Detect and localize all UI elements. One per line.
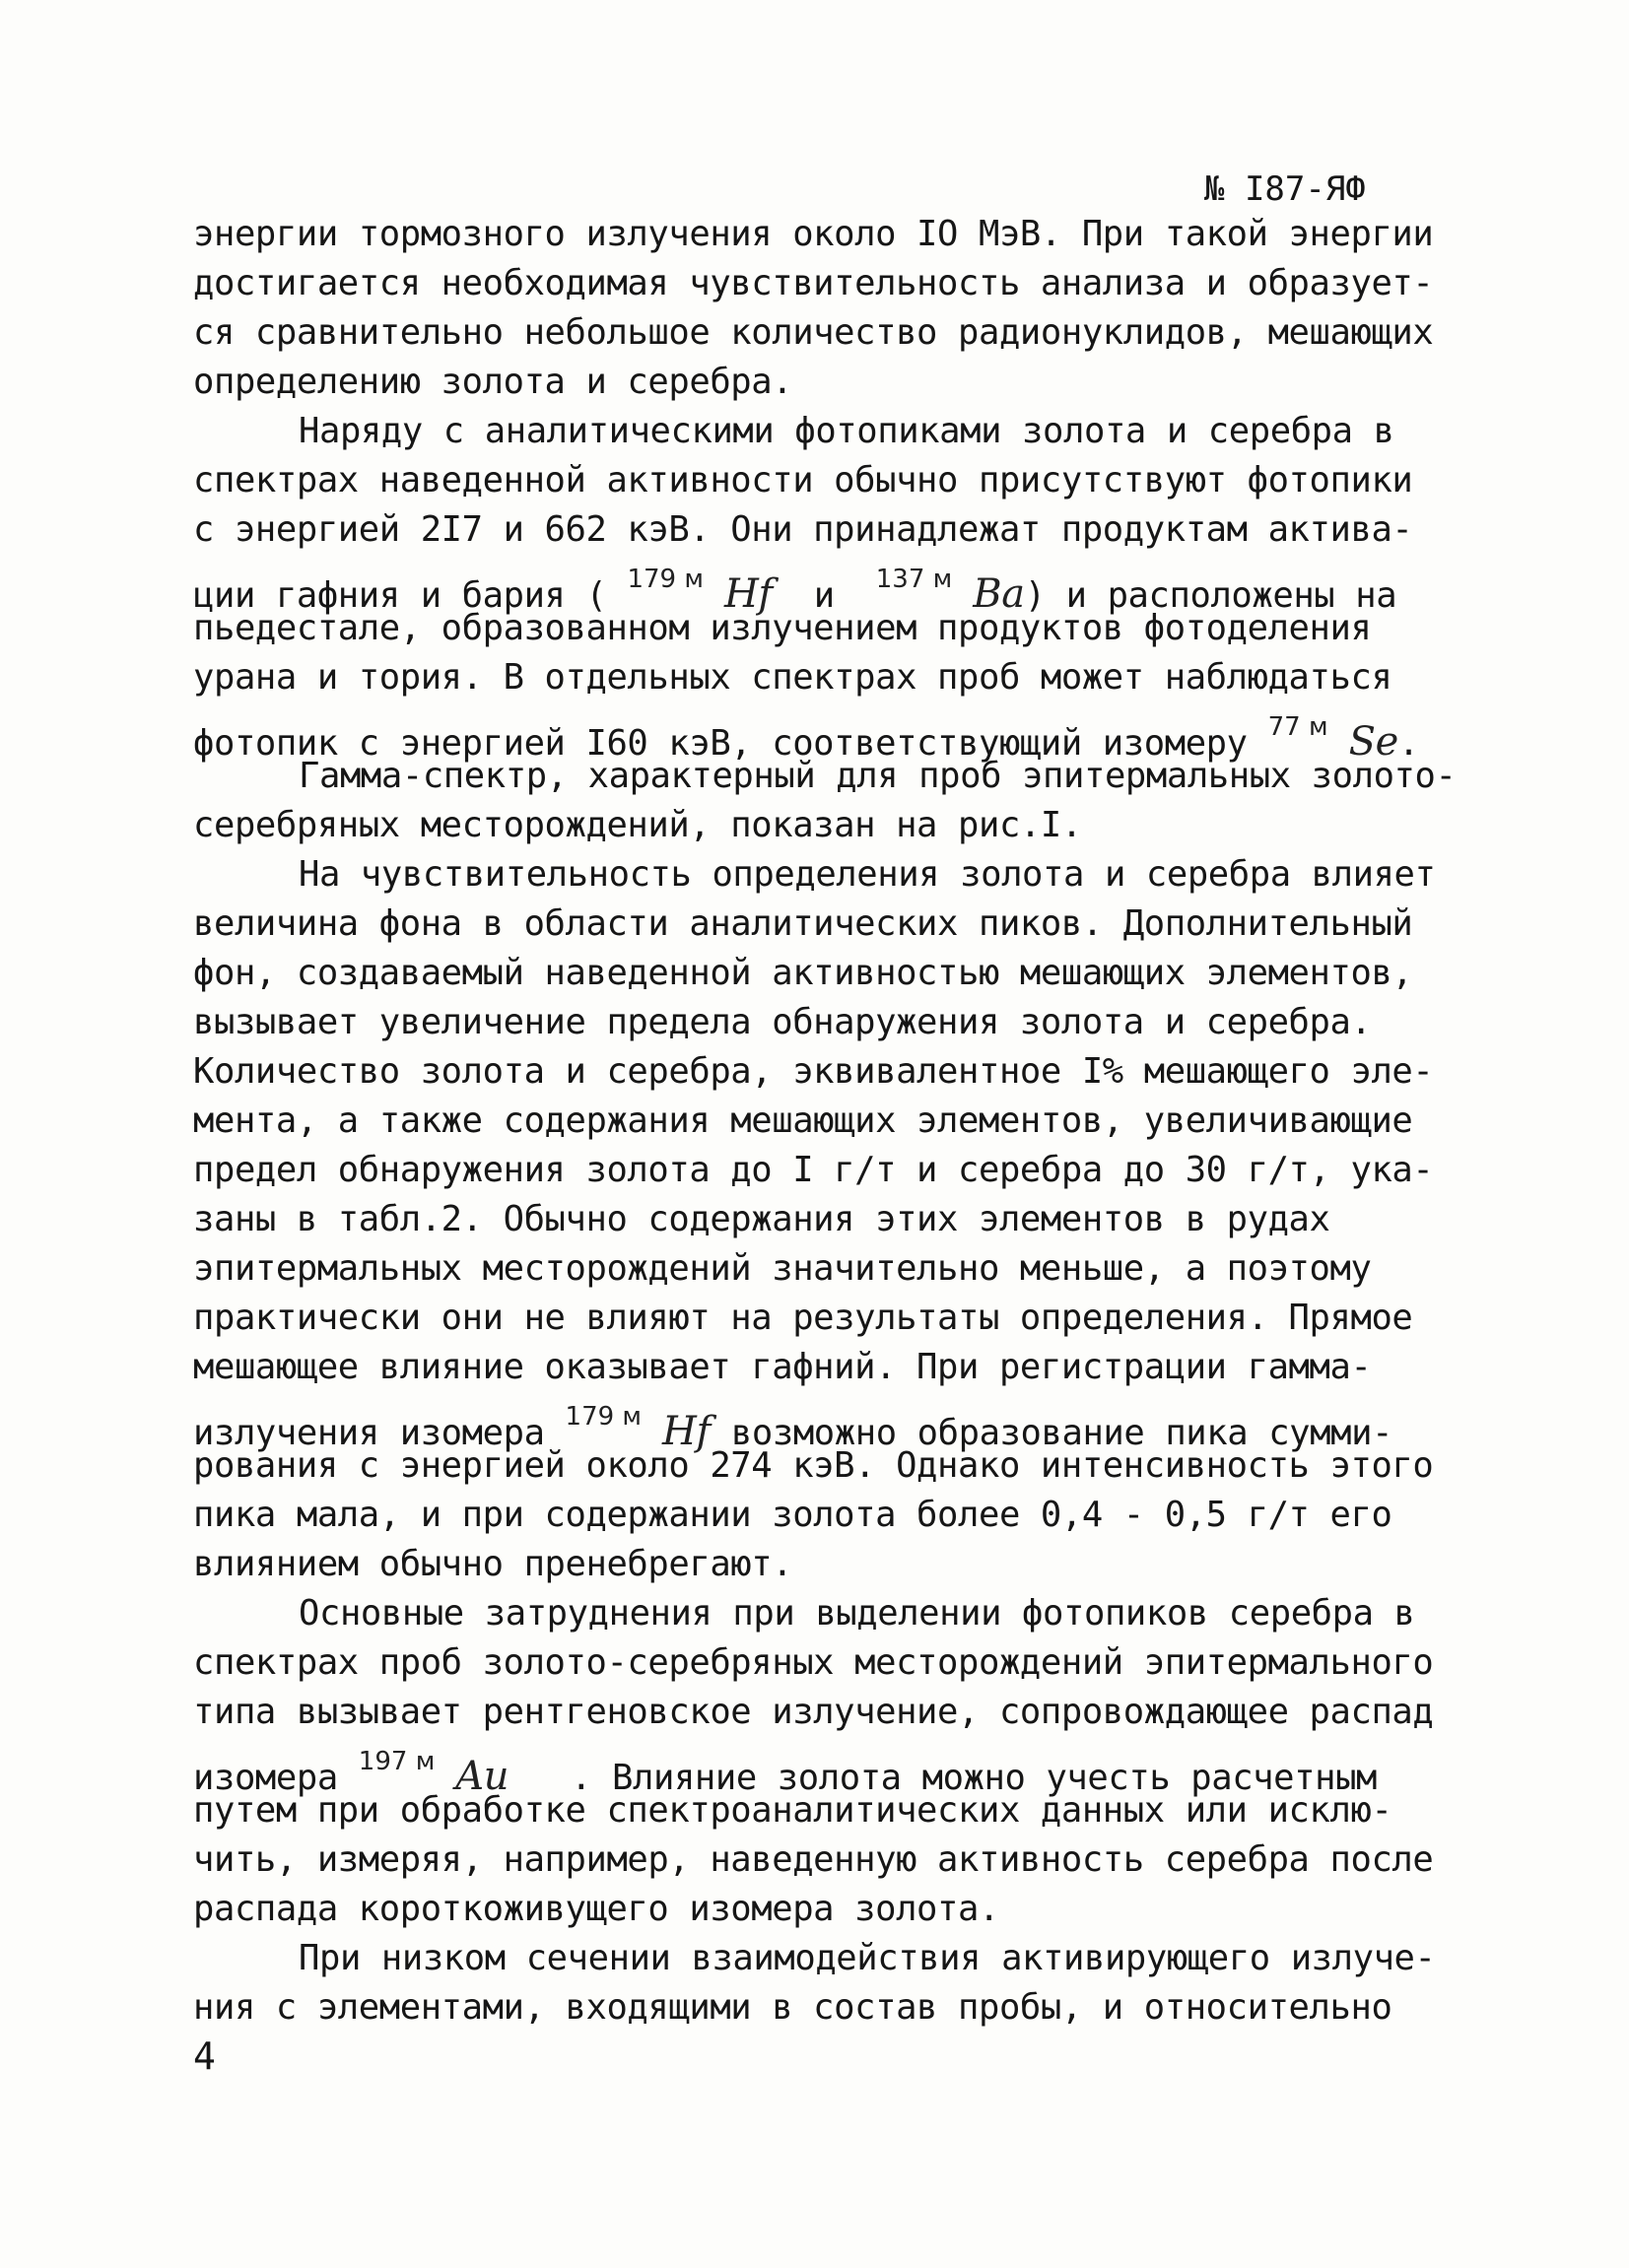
text-line: чить, измеряя, например, наведенную активность серебра после: [193, 1839, 1434, 1880]
isotope-symbol-au: Au: [455, 1754, 509, 1799]
isotope-symbol-se: Se: [1348, 719, 1398, 765]
text-line: определению золота и серебра.: [193, 362, 793, 402]
text-fragment: изомера: [193, 1758, 338, 1798]
text-line: предел обнаружения золота до I г/т и серебра до 30 г/т, ука-: [193, 1150, 1434, 1190]
text-line: путем при обработке спектроаналитических данных или исклю-: [193, 1790, 1392, 1831]
text-fragment: фотопик с энергией I60 кэВ, соответствующий изомеру: [193, 723, 1248, 764]
text-line: Наряду с аналитическими фотопиками золота и серебра в: [299, 411, 1394, 451]
text-line: рования с энергией около 274 кэВ. Однако интенсивность этого: [193, 1445, 1434, 1486]
isotope-symbol-ba: Ba: [973, 571, 1025, 617]
text-line: мешающее влияние оказывает гафний. При регистрации гамма-: [193, 1347, 1372, 1387]
text-line: мента, а также содержания мешающих элементов, увеличивающие: [193, 1101, 1413, 1141]
isotope-symbol-hf: Hf: [723, 571, 773, 617]
text-line: Основные затруднения при выделении фотопиков серебра в: [299, 1593, 1415, 1634]
isotope-symbol-hf: Hf: [662, 1409, 711, 1454]
text-line: пьедестале, образованном излучением продуктов фотоделения: [193, 608, 1372, 648]
text-line: достигается необходимая чувствительность анализа и образует-: [193, 263, 1434, 303]
text-line-isotopes: фотопик с энергией I60 кэВ, соответствующий изомеру $^{77 м}$ Se.: [193, 712, 1419, 765]
text-line: вызывает увеличение предела обнаружения золота и серебра.: [193, 1002, 1372, 1042]
text-line: заны в табл.2. Обычно содержания этих элементов в рудах: [193, 1199, 1330, 1239]
text-fragment: и: [813, 575, 835, 616]
text-line: На чувствительность определения золота и серебра влияет: [299, 854, 1436, 895]
page-number: 4: [193, 2035, 216, 2078]
text-line: влиянием обычно пренебрегают.: [193, 1544, 793, 1584]
text-line: спектрах проб золото-серебряных месторождений эпитермального: [193, 1642, 1434, 1683]
text-fragment: ) и расположены на: [1024, 575, 1397, 616]
text-line: величина фона в области аналитических пиков. Дополнительный: [193, 903, 1413, 944]
text-line: фон, создаваемый наведенной активностью мешающих элементов,: [193, 953, 1413, 993]
text-line: энергии тормозного излучения около IO МэВ. При такой энергии: [193, 214, 1434, 254]
text-line: эпитермальных месторождений значительно меньше, а поэтому: [193, 1248, 1372, 1289]
text-line: ния с элементами, входящими в состав пробы, и относительно: [193, 1987, 1392, 2028]
text-line: пика мала, и при содержании золота более 0,4 - 0,5 г/т его: [193, 1495, 1392, 1535]
text-line: с энергией 2I7 и 662 кэВ. Они принадлежат продуктам актива-: [193, 509, 1413, 550]
isotope-mass-hf179: 179 м: [627, 565, 704, 594]
text-line: серебряных месторождений, показан на рис.I.: [193, 805, 1082, 845]
isotope-mass-hf179: 179 м: [565, 1402, 643, 1432]
text-line: распада короткоживущего изомера золота.: [193, 1889, 999, 1929]
text-fragment: излучения изомера: [193, 1413, 545, 1453]
text-line: Гамма-спектр, характерный для проб эпитермальных золото-: [299, 756, 1457, 796]
text-line: типа вызывает рентгеновское излучение, сопровождающее распад: [193, 1692, 1434, 1732]
text-line: Количество золота и серебра, эквивалентное I% мешающего эле-: [193, 1051, 1434, 1092]
text-fragment: возможно образование пика сумми-: [730, 1413, 1393, 1453]
isotope-mass-au197: 197 м: [358, 1747, 436, 1776]
text-line: практически они не влияют на результаты определения. Прямое: [193, 1298, 1413, 1338]
text-line: При низком сечении взаимодействия активирующего излуче-: [299, 1938, 1436, 1978]
text-line: урана и тория. В отдельных спектрах проб может наблюдаться: [193, 657, 1392, 698]
text-line: ся сравнительно небольшое количество радионуклидов, мешающих: [193, 312, 1434, 353]
text-line: спектрах наведенной активности обычно присутствуют фотопики: [193, 460, 1413, 500]
text-fragment: . Влияние золота можно учесть расчетным: [571, 1758, 1378, 1798]
document-number: № I87-ЯФ: [1204, 169, 1366, 209]
text-fragment: ции гафния и бария (: [193, 575, 607, 616]
isotope-mass-ba137: 137 м: [875, 565, 953, 594]
isotope-mass-se77: 77 м: [1267, 712, 1328, 742]
